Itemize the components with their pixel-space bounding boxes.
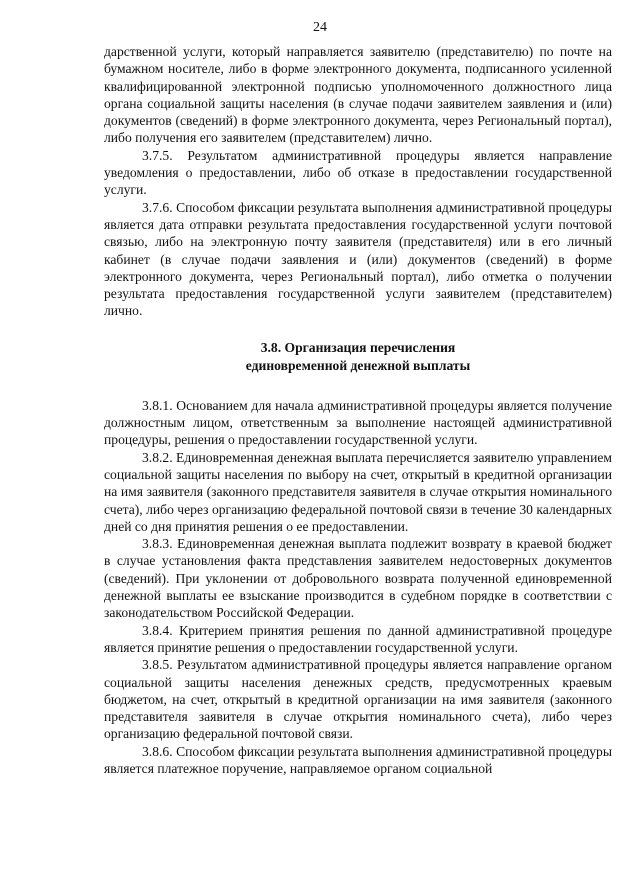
paragraph: 3.8.6. Способом фиксации результата выполнения административной процедуры является платежное поручение, направляемое органом социальной: [104, 743, 612, 776]
section-heading: [104, 339, 612, 375]
paragraph: 3.8.5. Результатом административной процедуры является направление органом социальной защиты населения денежных средств, предусмотренных краевым бюджетом, на счет, открытый в кредитной организации на имя заявителя (законного представителя заявителя в случае открытия номинального счета), либо через организацию федеральной почтовой связи.: [104, 657, 612, 742]
page-number: 24: [313, 20, 327, 35]
paragraphs-before: [104, 43, 612, 320]
paragraph: 3.8.2. Единовременная денежная выплата перечисляется заявителю управлением социальной защиты населения по выбору на счет, открытый в кредитной организации на имя заявителя (законного представителя заявителя в случае открытия номинального счета), либо через организацию федеральной почтовой связи в течение 30 календарных дней со дня принятия решения о ее предоставлении.: [104, 449, 612, 534]
paragraphs-after: [104, 397, 612, 778]
paragraph: 3.8.1. Основанием для начала административной процедуры является получение должностным лицом, ответственным за выполнение настоящей административной процедуры, решения о предоставлении государственной услуги.: [104, 397, 612, 448]
document-body: [104, 43, 612, 777]
section-heading-line-2: единовременной денежной выплаты: [245, 357, 471, 373]
paragraph: 3.7.6. Способом фиксации результата выполнения административной процедуры является дата отправки результата предоставления государственной услуги почтовой связью, либо на электронную почту заявителя (представителя) или в его личный кабинет (в случае подачи заявления и (или) документов (сведений) в форме электронного документа, через Региональный портал), либо отметка о получении результата предоставления государственной услуги заявителем (представителем) лично.: [104, 199, 612, 319]
paragraph: 3.8.3. Единовременная денежная выплата подлежит возврату в краевой бюджет в случае установления факта представления заявителем недостоверных документов (сведений). При уклонении от добровольного возврата полученной единовременной денежной выплаты ее взыскание производится в судебном порядке в соответствии с законодательством Российской Федерации.: [104, 536, 612, 621]
paragraph: 3.7.5. Результатом административной процедуры является направление уведомления о предоставлении, либо об отказе в предоставлении государственной услуги.: [104, 147, 612, 198]
paragraph: дарственной услуги, который направляется заявителю (представителю) по почте на бумажном носителе, либо в форме электронного документа, подписанного усиленной квалифицированной электронной подписью уполномоченного должностного лица органа социальной защиты населения (в случае подачи заявителем заявления и (или) документов (сведений) в форме электронного документа, через Региональный портал), либо получения его заявителем (представителем) лично.: [104, 44, 612, 146]
paragraph: 3.8.4. Критерием принятия решения по данной административной процедуре является принятие решения о предоставлении государственной услуги.: [104, 622, 612, 655]
section-heading-line-1: 3.8. Организация перечисления: [260, 339, 456, 355]
